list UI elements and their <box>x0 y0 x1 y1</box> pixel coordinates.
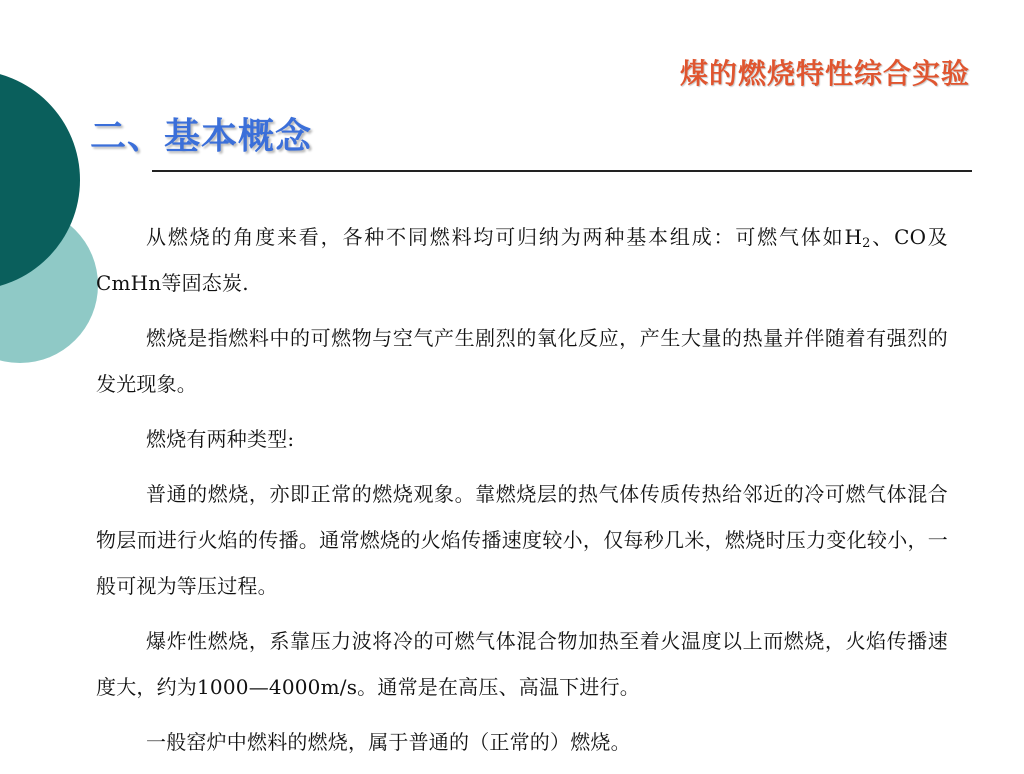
h2-subscript: 2 <box>862 236 871 251</box>
course-title: 煤的燃烧特性综合实验 <box>679 57 970 90</box>
p1-text-b: 、CO及CmHn等固态炭. <box>96 225 949 295</box>
paragraph-explosive-combustion: 爆炸性燃烧，系靠压力波将冷的可燃气体混合物加热至着火温度以上而燃烧，火焰传播速度大，约为1000—4000m/s。通常是在高压、高温下进行。 <box>96 629 948 699</box>
paragraph-combustion-types: 燃烧有两种类型: <box>146 427 295 451</box>
title-divider <box>152 170 972 172</box>
paragraph-combustion-definition: 燃烧是指燃料中的可燃物与空气产生剧烈的氧化反应，产生大量的热量并伴随着有强烈的发光现象。 <box>96 326 948 396</box>
section-title: 二、基本概念 <box>90 115 313 157</box>
paragraph-combustible-components <box>96 214 948 306</box>
paragraph-kiln-combustion: 一般窑炉中燃料的燃烧，属于普通的（正常的）燃烧。 <box>146 730 631 754</box>
paragraph-normal-combustion: 普通的燃烧，亦即正常的燃烧观象。靠燃烧层的热气体传质传热给邻近的冷可燃气体混合物层而进行火焰的传播。通常燃烧的火焰传播速度较小，仅每秒几米，燃烧时压力变化较小，一般可视为等压过程。 <box>96 482 948 598</box>
slide-body <box>96 214 948 774</box>
p1-text-a: 从燃烧的角度来看，各种不同燃料均可归纳为两种基本组成：可燃气体如H <box>146 225 863 249</box>
